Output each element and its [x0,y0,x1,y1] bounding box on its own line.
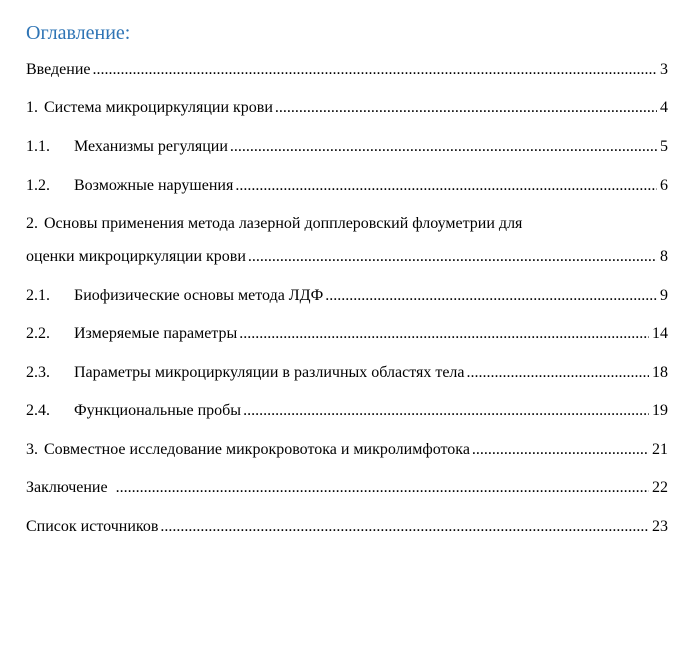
toc-entry-number: 3. [26,441,38,458]
toc-entry-number: 2.2. [26,325,50,342]
toc-leader-dots [235,176,657,196]
toc-leader-dots [243,401,649,421]
toc-entry-label: Функциональные пробы [74,402,242,419]
toc-entry-page: 14 [652,325,668,342]
toc-entry-conclusion[interactable] [26,478,668,498]
toc-leader-dots [248,247,657,267]
toc-entry-label: Список источников [26,518,159,535]
toc-entry-references[interactable] [26,517,668,537]
toc-entry-page: 21 [652,441,668,458]
toc-entry-page: 22 [652,479,668,496]
toc-leader-dots [93,60,658,80]
toc-entry-page: 18 [652,364,668,381]
toc-entry-label: Заключение [26,479,108,496]
toc-entry-number: 1. [26,99,38,116]
toc-entry-page: 19 [652,402,668,419]
toc-entry-1-2[interactable] [26,176,668,196]
toc-entry-page: 3 [660,61,668,78]
toc-entry-page: 9 [660,287,668,304]
toc-entry-1-1[interactable] [26,137,668,157]
toc-entry-number: 1.1. [26,138,50,155]
toc-leader-dots [467,363,649,383]
toc-entry-introduction[interactable] [26,60,668,80]
toc-entry-number: 2.1. [26,287,50,304]
toc-entry-label: Биофизические основы метода ЛДФ [74,287,324,304]
toc-entry-page: 4 [660,99,668,116]
toc-entry-2-4[interactable] [26,401,668,421]
toc-entry-2-3[interactable] [26,363,668,383]
toc-leader-dots [160,517,649,537]
toc-leader-dots [239,324,649,344]
toc-entry-label: Параметры микроциркуляции в различных областях тела [74,364,465,381]
toc-entry-number: 1.2. [26,177,50,194]
toc-entry-label: Механизмы регуляции [74,138,228,155]
toc-entry-label: оценки микроциркуляции крови [26,248,246,265]
toc-leader-dots [230,137,657,157]
toc-entry-2[interactable] [26,214,668,267]
toc-entry-page: 8 [660,248,668,265]
toc-entry-1[interactable] [26,98,668,118]
toc-leader-dots [275,98,657,118]
toc-entry-label: Система микроциркуляции крови [44,99,273,116]
toc-entry-label: Введение [26,61,91,78]
toc-entry-label: Измеряемые параметры [74,325,238,342]
toc-entry-page: 23 [652,518,668,535]
toc-entry-2-2[interactable] [26,324,668,344]
toc-entry-2-1[interactable] [26,286,668,306]
toc-entry-3[interactable] [26,440,668,460]
toc-entry-page: 5 [660,138,668,155]
toc-entry-number: 2.3. [26,364,50,381]
toc-leader-dots [116,478,649,498]
toc-entry-label: Возможные нарушения [74,177,234,194]
toc-entry-page: 6 [660,177,668,194]
toc-entry-number: 2.4. [26,402,50,419]
toc-entry-number: 2. [26,215,38,232]
toc-entry-label: Совместное исследование микрокровотока и микролимфотока [44,441,470,458]
toc-leader-dots [472,440,649,460]
toc-title: Оглавление: [26,22,131,44]
toc-entry-label-line1: Основы применения метода лазерной допплеровский флоуметрии для [44,215,523,232]
toc-leader-dots [325,286,657,306]
